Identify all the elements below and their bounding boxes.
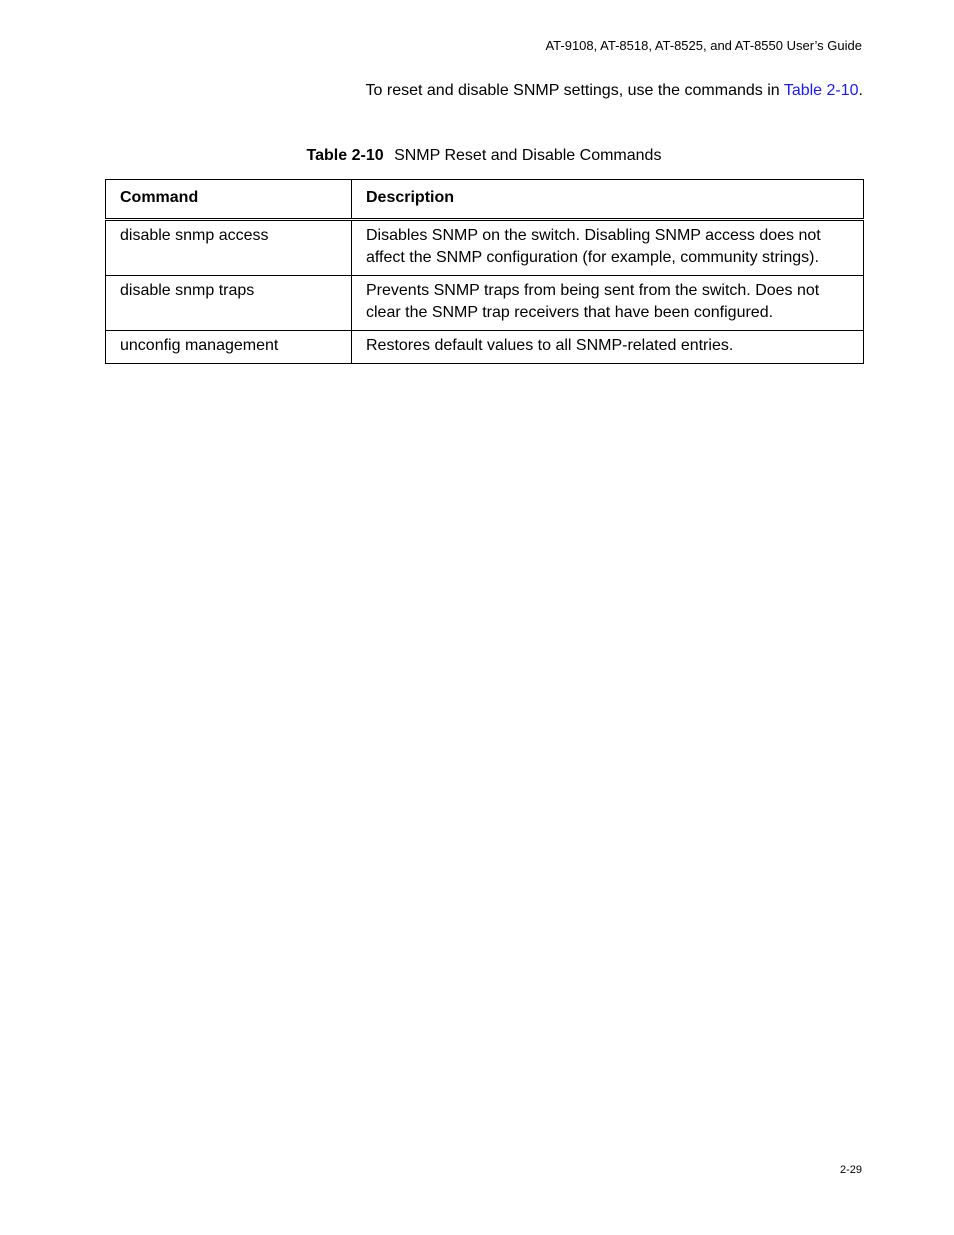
table-row (106, 276, 864, 331)
table-caption-number: Table 2-10 (306, 147, 384, 164)
table-row (106, 220, 864, 276)
intro-text-end: . (858, 82, 863, 99)
snmp-commands-table (105, 179, 864, 364)
description-cell: Prevents SNMP traps from being sent from the switch. Does not clear the SNMP trap receivers that have been configured. (352, 276, 864, 331)
description-cell: Restores default values to all SNMP-related entries. (352, 331, 864, 364)
table-row (106, 331, 864, 364)
command-cell: unconfig management (106, 331, 352, 364)
column-header-command: Command (106, 180, 352, 220)
command-cell: disable snmp traps (106, 276, 352, 331)
description-cell: Disables SNMP on the switch. Disabling SNMP access does not affect the SNMP configuration (for example, community strings). (352, 220, 864, 276)
running-header: AT-9108, AT-8518, AT-8525, and AT-8550 User’s Guide (545, 38, 862, 53)
table-caption (0, 147, 954, 165)
table-caption-title: SNMP Reset and Disable Commands (394, 147, 662, 164)
table-header-row (106, 180, 864, 220)
command-cell: disable snmp access (106, 220, 352, 276)
intro-text: To reset and disable SNMP settings, use the commands in (365, 82, 784, 99)
column-header-description: Description (352, 180, 864, 220)
table-cross-reference-link[interactable]: Table 2-10 (783, 82, 859, 99)
page-number: 2-29 (839, 1164, 862, 1176)
intro-paragraph (366, 82, 863, 100)
